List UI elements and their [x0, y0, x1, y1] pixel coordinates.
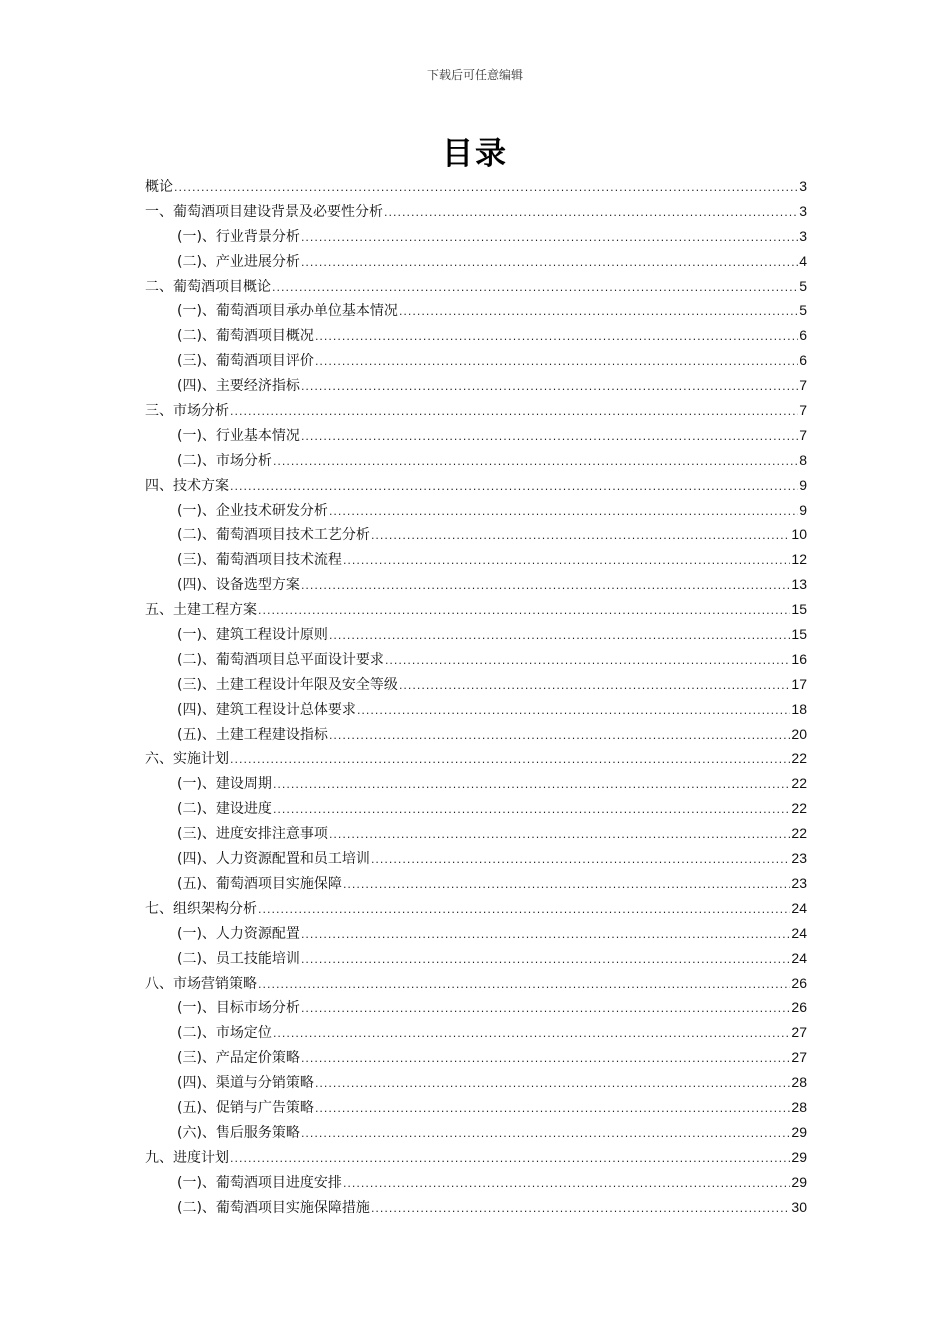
toc-dot-leader	[272, 276, 798, 301]
toc-entry[interactable]	[145, 1195, 807, 1220]
toc-entry-page-number: 23	[791, 874, 807, 891]
toc-entry-label: (三)、产品定价策略	[177, 1050, 300, 1067]
toc-entry[interactable]	[145, 946, 807, 971]
toc-entry-page-number: 9	[799, 501, 807, 518]
toc-entry-page-number: 7	[799, 377, 807, 394]
toc-entry-label: (二)、葡萄酒项目技术工艺分析	[177, 527, 370, 544]
toc-dot-leader	[371, 524, 790, 549]
toc-entry-page-number: 13	[791, 576, 807, 593]
toc-entry-page-number: 8	[799, 451, 807, 468]
toc-dot-leader	[343, 1172, 790, 1197]
toc-dot-leader	[301, 948, 790, 973]
toc-entry[interactable]	[145, 1070, 807, 1095]
toc-dot-leader	[371, 848, 790, 873]
toc-entry-label: (一)、人力资源配置	[177, 925, 300, 942]
toc-entry-label: (四)、渠道与分销策略	[177, 1075, 314, 1092]
toc-entry-page-number: 26	[791, 999, 807, 1016]
toc-entry-page-number: 3	[799, 178, 807, 194]
toc-dot-leader	[230, 475, 798, 500]
toc-entry-label: 二、葡萄酒项目概论	[145, 278, 271, 295]
toc-entry-label: (二)、葡萄酒项目总平面设计要求	[177, 651, 384, 668]
toc-entry-page-number: 24	[791, 949, 807, 966]
toc-entry-page-number: 5	[799, 277, 807, 294]
toc-entry[interactable]	[145, 298, 807, 323]
toc-entry-label: 八、市场营销策略	[145, 975, 257, 992]
toc-entry-page-number: 18	[791, 700, 807, 717]
toc-entry-page-number: 28	[791, 1074, 807, 1091]
toc-dot-leader	[174, 176, 798, 201]
toc-entry-label: 七、组织架构分析	[145, 900, 257, 917]
toc-dot-leader	[301, 923, 790, 948]
toc-dot-leader	[301, 425, 798, 450]
toc-entry-page-number: 6	[799, 352, 807, 369]
toc-entry-label: (一)、企业技术研发分析	[177, 502, 328, 519]
toc-entry-label: 九、进度计划	[145, 1149, 229, 1166]
toc-entry-page-number: 27	[791, 1024, 807, 1041]
toc-entry-label: (五)、葡萄酒项目实施保障	[177, 875, 342, 892]
toc-entry-page-number: 15	[791, 601, 807, 618]
toc-entry[interactable]	[145, 722, 807, 747]
toc-entry[interactable]	[145, 597, 807, 622]
toc-entry-label: (一)、葡萄酒项目承办单位基本情况	[177, 303, 398, 320]
toc-entry-page-number: 16	[791, 650, 807, 667]
toc-entry-label: (二)、员工技能培训	[177, 950, 300, 967]
toc-entry-label: (四)、设备选型方案	[177, 577, 300, 594]
toc-entry[interactable]	[145, 622, 807, 647]
toc-dot-leader	[329, 823, 790, 848]
page-title: 目录	[442, 136, 508, 172]
toc-entry-label: (五)、促销与广告策略	[177, 1099, 314, 1116]
toc-entry-page-number: 23	[791, 850, 807, 867]
toc-entry-page-number: 22	[791, 750, 807, 767]
toc-entry-page-number: 3	[799, 202, 807, 219]
toc-dot-leader	[230, 748, 790, 773]
toc-entry[interactable]	[145, 871, 807, 896]
toc-entry-page-number: 6	[799, 327, 807, 344]
toc-dot-leader	[301, 375, 798, 400]
toc-entry-label: 概论	[145, 179, 173, 195]
toc-entry-page-number: 22	[791, 775, 807, 792]
toc-entry[interactable]	[145, 473, 807, 498]
toc-entry-page-number: 28	[791, 1098, 807, 1115]
toc-dot-leader	[258, 973, 790, 998]
toc-entry[interactable]	[145, 522, 807, 547]
toc-dot-leader	[385, 649, 790, 674]
toc-entry-page-number: 24	[791, 924, 807, 941]
toc-dot-leader	[371, 1197, 790, 1222]
toc-entry-label: (四)、建筑工程设计总体要求	[177, 701, 356, 718]
toc-dot-leader	[329, 724, 790, 749]
toc-entry[interactable]	[145, 796, 807, 821]
toc-dot-leader	[399, 300, 798, 325]
toc-entry-label: (一)、葡萄酒项目进度安排	[177, 1174, 342, 1191]
toc-entry[interactable]	[145, 1095, 807, 1120]
toc-entry-label: (五)、土建工程建设指标	[177, 726, 328, 743]
toc-dot-leader	[329, 624, 790, 649]
toc-entry-page-number: 22	[791, 800, 807, 817]
toc-entry-page-number: 26	[791, 974, 807, 991]
toc-entry-label: (四)、主要经济指标	[177, 378, 300, 395]
toc-dot-leader	[315, 1097, 790, 1122]
toc-entry-page-number: 29	[791, 1148, 807, 1165]
toc-entry-label: (一)、行业基本情况	[177, 427, 300, 444]
toc-dot-leader	[315, 325, 798, 350]
toc-entry-label: 一、葡萄酒项目建设背景及必要性分析	[145, 203, 383, 220]
toc-entry-label: 三、市场分析	[145, 403, 229, 420]
toc-dot-leader	[301, 574, 790, 599]
toc-entry-label: (二)、建设进度	[177, 801, 272, 818]
toc-entry[interactable]	[145, 224, 807, 249]
toc-entry-label: (四)、人力资源配置和员工培训	[177, 851, 370, 868]
toc-entry-page-number: 10	[791, 526, 807, 543]
toc-entry-page-number: 17	[791, 675, 807, 692]
toc-dot-leader	[315, 1072, 790, 1097]
toc-dot-leader	[315, 350, 798, 375]
toc-entry[interactable]	[145, 971, 807, 996]
toc-entry[interactable]	[145, 1170, 807, 1195]
toc-dot-leader	[258, 599, 790, 624]
toc-dot-leader	[301, 997, 790, 1022]
toc-entry[interactable]	[145, 274, 807, 299]
table-of-contents	[145, 174, 807, 1219]
toc-dot-leader	[273, 450, 798, 475]
toc-dot-leader	[301, 1047, 790, 1072]
toc-dot-leader	[273, 798, 790, 823]
toc-entry[interactable]	[145, 373, 807, 398]
toc-entry[interactable]	[145, 1020, 807, 1045]
toc-entry[interactable]	[145, 423, 807, 448]
toc-dot-leader	[301, 251, 798, 276]
toc-entry-page-number: 29	[791, 1123, 807, 1140]
toc-entry[interactable]	[145, 1145, 807, 1170]
toc-dot-leader	[343, 873, 790, 898]
toc-dot-leader	[301, 226, 798, 251]
toc-entry-label: (二)、产业进展分析	[177, 253, 300, 270]
toc-dot-leader	[273, 773, 790, 798]
toc-entry[interactable]	[145, 448, 807, 473]
toc-entry-page-number: 29	[791, 1173, 807, 1190]
toc-entry-label: (二)、市场定位	[177, 1025, 272, 1042]
toc-dot-leader	[273, 1022, 790, 1047]
toc-entry-page-number: 30	[791, 1198, 807, 1215]
header-note: 下载后可任意编辑	[426, 68, 523, 82]
toc-entry-page-number: 24	[791, 899, 807, 916]
toc-dot-leader	[230, 1147, 790, 1172]
toc-entry-page-number: 22	[791, 825, 807, 842]
toc-entry[interactable]	[145, 547, 807, 572]
toc-entry-label: (三)、葡萄酒项目评价	[177, 353, 314, 370]
toc-entry[interactable]	[145, 572, 807, 597]
toc-entry-page-number: 15	[791, 626, 807, 643]
toc-entry-label: 四、技术方案	[145, 477, 229, 494]
toc-entry-page-number: 27	[791, 1049, 807, 1066]
toc-entry-label: (一)、目标市场分析	[177, 1000, 300, 1017]
toc-entry[interactable]	[145, 249, 807, 274]
toc-entry-page-number: 7	[799, 426, 807, 443]
toc-dot-leader	[230, 400, 798, 425]
toc-entry[interactable]	[145, 498, 807, 523]
toc-entry-label: (六)、售后服务策略	[177, 1124, 300, 1141]
toc-entry[interactable]	[145, 174, 807, 199]
toc-entry[interactable]	[145, 821, 807, 846]
toc-dot-leader	[301, 1122, 790, 1147]
toc-entry-page-number: 12	[791, 551, 807, 568]
toc-entry[interactable]	[145, 1045, 807, 1070]
toc-entry[interactable]	[145, 199, 807, 224]
toc-entry[interactable]	[145, 1120, 807, 1145]
toc-entry-label: 六、实施计划	[145, 751, 229, 768]
toc-entry[interactable]	[145, 398, 807, 423]
toc-entry-page-number: 20	[791, 725, 807, 742]
toc-entry[interactable]	[145, 348, 807, 373]
toc-entry[interactable]	[145, 672, 807, 697]
toc-entry-page-number: 4	[799, 252, 807, 269]
toc-entry[interactable]	[145, 921, 807, 946]
toc-entry-page-number: 3	[799, 227, 807, 244]
toc-entry-label: (一)、建筑工程设计原则	[177, 627, 328, 644]
toc-entry-label: (二)、葡萄酒项目实施保障措施	[177, 1199, 370, 1216]
toc-entry-label: (二)、市场分析	[177, 452, 272, 469]
toc-entry-label: (三)、土建工程设计年限及安全等级	[177, 676, 398, 693]
toc-entry[interactable]	[145, 846, 807, 871]
toc-entry[interactable]	[145, 323, 807, 348]
toc-entry[interactable]	[145, 697, 807, 722]
toc-entry-label: (二)、葡萄酒项目概况	[177, 328, 314, 345]
toc-dot-leader	[384, 201, 798, 226]
toc-entry-label: 五、土建工程方案	[145, 602, 257, 619]
toc-entry-label: (一)、建设周期	[177, 776, 272, 793]
toc-entry[interactable]	[145, 896, 807, 921]
toc-entry-page-number: 9	[799, 476, 807, 493]
toc-entry[interactable]	[145, 995, 807, 1020]
toc-entry-label: (三)、进度安排注意事项	[177, 826, 328, 843]
toc-dot-leader	[399, 674, 790, 699]
toc-entry-label: (三)、葡萄酒项目技术流程	[177, 552, 342, 569]
toc-dot-leader	[343, 549, 790, 574]
toc-entry[interactable]	[145, 771, 807, 796]
toc-entry-page-number: 7	[799, 402, 807, 419]
toc-entry-label: (一)、行业背景分析	[177, 228, 300, 245]
toc-dot-leader	[329, 500, 798, 525]
toc-dot-leader	[258, 898, 790, 923]
toc-dot-leader	[357, 699, 790, 724]
toc-entry[interactable]	[145, 746, 807, 771]
toc-entry-page-number: 5	[799, 302, 807, 319]
toc-entry[interactable]	[145, 647, 807, 672]
